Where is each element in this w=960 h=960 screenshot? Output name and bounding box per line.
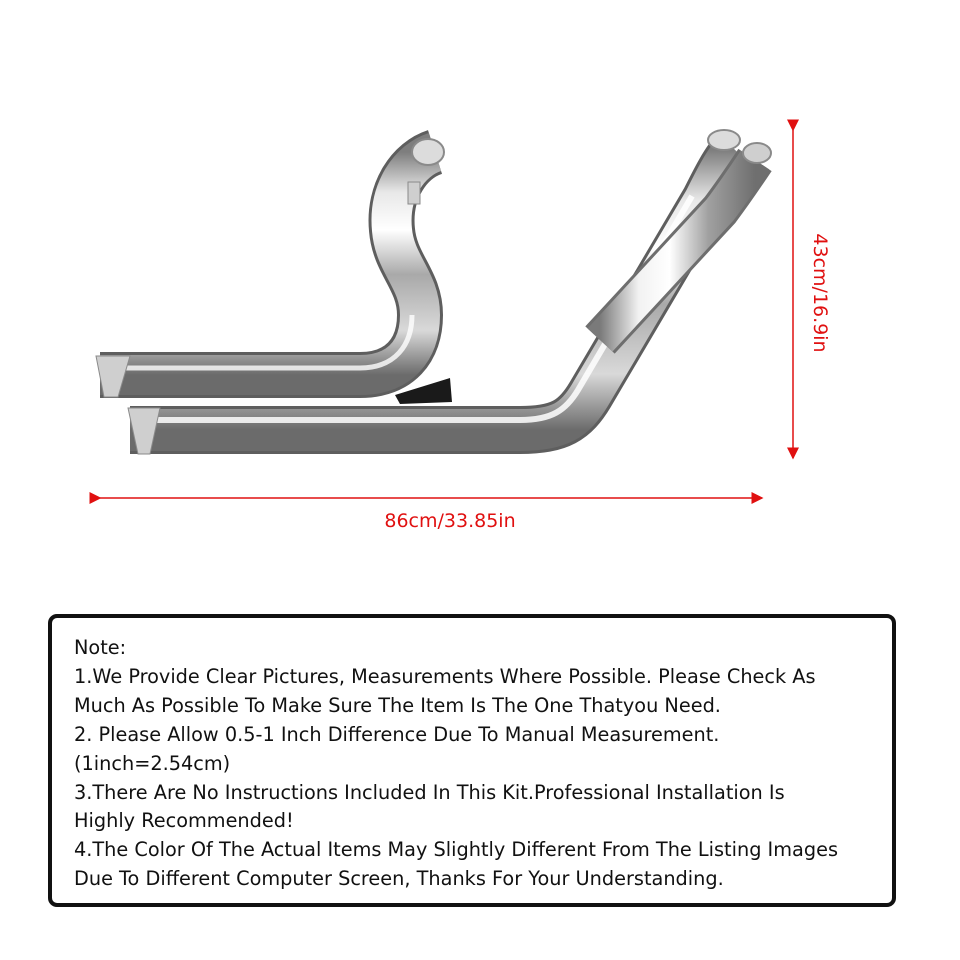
note-line: Due To Different Computer Screen, Thanks For Your Understanding. <box>74 867 724 891</box>
note-title: Note: <box>74 636 127 659</box>
note-line: 1.We Provide Clear Pictures, Measurements Where Possible. Please Check As <box>74 664 816 688</box>
note-line: 4.The Color Of The Actual Items May Slightly Different From The Listing Images <box>74 838 838 862</box>
note-line: Highly Recommended! <box>74 809 294 833</box>
note-line: (1inch=2.54cm) <box>74 751 231 775</box>
note-line: 2. Please Allow 0.5-1 Inch Difference Due To Manual Measurement. <box>74 722 720 746</box>
note-box <box>48 614 896 907</box>
note-line: Much As Possible To Make Sure The Item Is The One Thatyou Need. <box>74 693 721 717</box>
lower-exhaust-pipe <box>128 130 771 454</box>
note-line: 3.There Are No Instructions Included In This Kit.Professional Installation Is <box>74 780 785 804</box>
height-dimension-label: 43cm/16.9in <box>809 233 831 353</box>
upper-exhaust-pipe <box>96 139 444 397</box>
width-dimension-label: 86cm/33.85in <box>384 510 516 532</box>
